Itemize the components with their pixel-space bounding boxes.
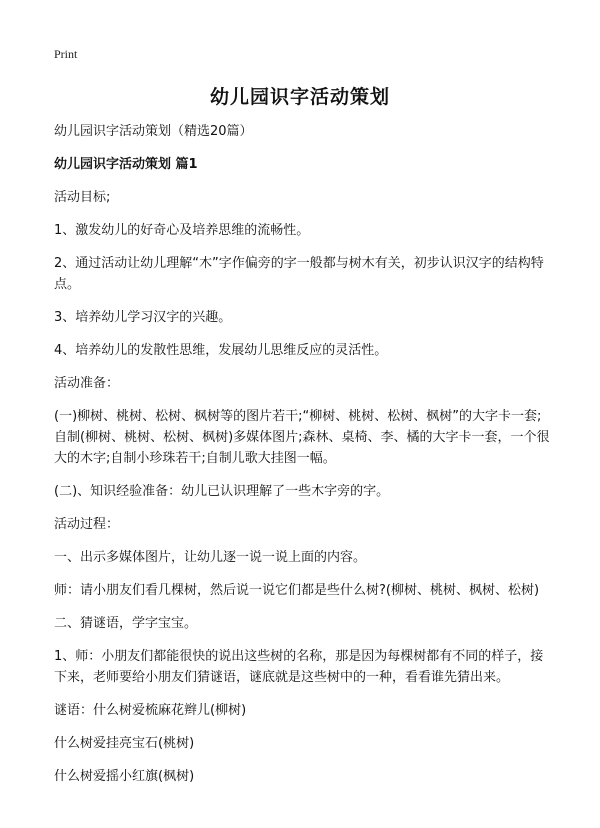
paragraph: 4、培养幼儿的发散性思维，发展幼儿思维反应的灵活性。 [54,343,388,358]
paragraph: 活动过程： [54,517,120,532]
paragraph: 1、激发幼儿的好奇心及培养思维的流畅性。 [54,223,310,238]
paragraph: 3、培养幼儿学习汉字的兴趣。 [54,310,232,325]
section-heading: 幼儿园识字活动策划 篇1 [54,157,198,172]
paragraph: 什么树爱摇小红旗(枫树) [54,769,195,784]
paragraph: (一)柳树、桃树、松树、枫树等的图片若干;“柳树、桃树、松树、枫树”的大字卡一套;自制(柳树、桃树、松树、枫树)多媒体图片;森林、桌椅、李、橘的大字卡一套，一个很大的木字;自制小珍珠若干;自制儿歌大挂图一幅。 [54,409,550,466]
paragraph: 活动目标; [54,190,111,205]
paragraph: 2、通过活动让幼儿理解“木”字作偏旁的字一般都与树木有关，初步认识汉字的结构特点。 [54,256,544,292]
paragraph: 1、师：小朋友们都能很快的说出这些树的名称，那是因为每棵树都有不同的样子，接下来，老师要给小朋友们猜谜语，谜底就是这些树中的一种，看看谁先猜出来。 [54,649,544,685]
document-body [54,121,552,799]
document-title: 幼儿园识字活动策划 [209,86,390,108]
paragraph: 谜语：什么树爱梳麻花辫儿(柳树) [54,703,247,718]
print-link[interactable]: Print [54,47,78,61]
paragraph: (二)、知识经验准备：幼儿已认识理解了一些木字旁的字。 [54,484,390,499]
paragraph: 二、猜谜语，学字宝宝。 [54,616,198,631]
paragraph: 幼儿园识字活动策划（精选20篇） [54,124,253,139]
paragraph: 一、出示多媒体图片，让幼儿逐一说一说上面的内容。 [54,550,367,565]
paragraph: 活动准备： [54,376,120,391]
paragraph: 什么树爱挂亮宝石(桃树) [54,736,195,751]
paragraph: 师：请小朋友们看几棵树，然后说一说它们都是些什么树?(柳树、桃树、枫树、松树) [54,583,540,598]
